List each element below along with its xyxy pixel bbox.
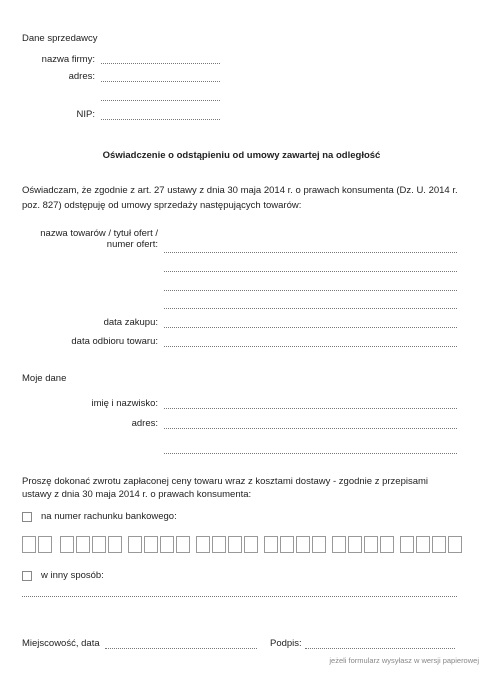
statement-line-2: poz. 827) odstępuję od umowy sprzedaży następujących towarów:: [22, 200, 302, 211]
buyer-address-field[interactable]: [164, 428, 457, 429]
account-digit-box[interactable]: [448, 536, 462, 553]
account-digit-box[interactable]: [60, 536, 74, 553]
account-digit-box[interactable]: [380, 536, 394, 553]
purchase-date-field[interactable]: [164, 327, 457, 328]
seller-nip-field[interactable]: [101, 119, 220, 120]
goods-name-field-4[interactable]: [164, 308, 457, 309]
receipt-date-label: data odbioru towaru:: [71, 336, 158, 347]
account-digit-box[interactable]: [416, 536, 430, 553]
statement-title: Oświadczenie o odstąpieniu od umowy zawartej na odległość: [102, 150, 381, 161]
seller-nip-label: NIP:: [76, 109, 95, 120]
goods-name-field-2[interactable]: [164, 271, 457, 272]
bank-account-checkbox[interactable]: [22, 512, 32, 522]
goods-name-field-3[interactable]: [164, 290, 457, 291]
account-digit-box[interactable]: [108, 536, 122, 553]
place-date-label: Miejscowość, data: [22, 638, 100, 649]
account-digit-box[interactable]: [76, 536, 90, 553]
account-digit-box[interactable]: [212, 536, 226, 553]
account-digit-box[interactable]: [92, 536, 106, 553]
buyer-name-label: imię i nazwisko:: [91, 398, 158, 409]
account-digit-box[interactable]: [432, 536, 446, 553]
place-date-field[interactable]: [105, 648, 257, 649]
bank-option-label: na numer rachunku bankowego:: [41, 511, 177, 522]
account-digit-box[interactable]: [160, 536, 174, 553]
account-digit-box[interactable]: [296, 536, 310, 553]
account-digit-box[interactable]: [312, 536, 326, 553]
account-digit-box[interactable]: [400, 536, 414, 553]
account-digit-box[interactable]: [244, 536, 258, 553]
account-digit-box[interactable]: [264, 536, 278, 553]
account-digit-box[interactable]: [22, 536, 36, 553]
other-method-field[interactable]: [22, 596, 457, 597]
buyer-name-field[interactable]: [164, 408, 457, 409]
buyer-address-label: adres:: [131, 418, 158, 429]
account-digit-box[interactable]: [332, 536, 346, 553]
account-digit-box[interactable]: [128, 536, 142, 553]
account-digit-box[interactable]: [176, 536, 190, 553]
paper-version-note: jeżeli formularz wysyłasz w wersji papierowej: [329, 656, 479, 665]
seller-company-label: nazwa firmy:: [41, 54, 95, 65]
goods-name-field-1[interactable]: [164, 252, 457, 253]
buyer-section-label: Moje dane: [22, 373, 67, 384]
other-option-label: w inny sposób:: [41, 570, 104, 581]
other-method-checkbox[interactable]: [22, 571, 32, 581]
signature-field[interactable]: [305, 648, 455, 649]
account-digit-box[interactable]: [196, 536, 210, 553]
seller-address-field[interactable]: [101, 81, 220, 82]
account-digit-box[interactable]: [144, 536, 158, 553]
seller-address-label: adres:: [68, 71, 95, 82]
receipt-date-field[interactable]: [164, 346, 457, 347]
signature-label: Podpis:: [270, 638, 302, 649]
goods-name-label-1: nazwa towarów / tytuł ofert /: [40, 228, 158, 239]
account-digit-box[interactable]: [280, 536, 294, 553]
seller-address-field-2[interactable]: [101, 100, 220, 101]
account-digit-box[interactable]: [348, 536, 362, 553]
account-digit-box[interactable]: [38, 536, 52, 553]
refund-line-2: ustawy z dnia 30 maja 2014 r. o prawach konsumenta:: [22, 489, 252, 500]
statement-line-1: Oświadczam, że zgodnie z art. 27 ustawy z dnia 30 maja 2014 r. o prawach konsumenta (Dz. U. 2014 r.: [22, 185, 458, 196]
goods-name-label-2: numer ofert:: [106, 239, 158, 250]
purchase-date-label: data zakupu:: [103, 317, 158, 328]
buyer-address-field-2[interactable]: [164, 453, 457, 454]
refund-line-1: Proszę dokonać zwrotu zapłaconej ceny towaru wraz z kosztami dostawy - zgodnie z przepisami: [22, 476, 429, 487]
account-digit-box[interactable]: [228, 536, 242, 553]
account-digit-box[interactable]: [364, 536, 378, 553]
seller-company-field[interactable]: [101, 63, 220, 64]
seller-section-label: Dane sprzedawcy: [22, 33, 98, 44]
